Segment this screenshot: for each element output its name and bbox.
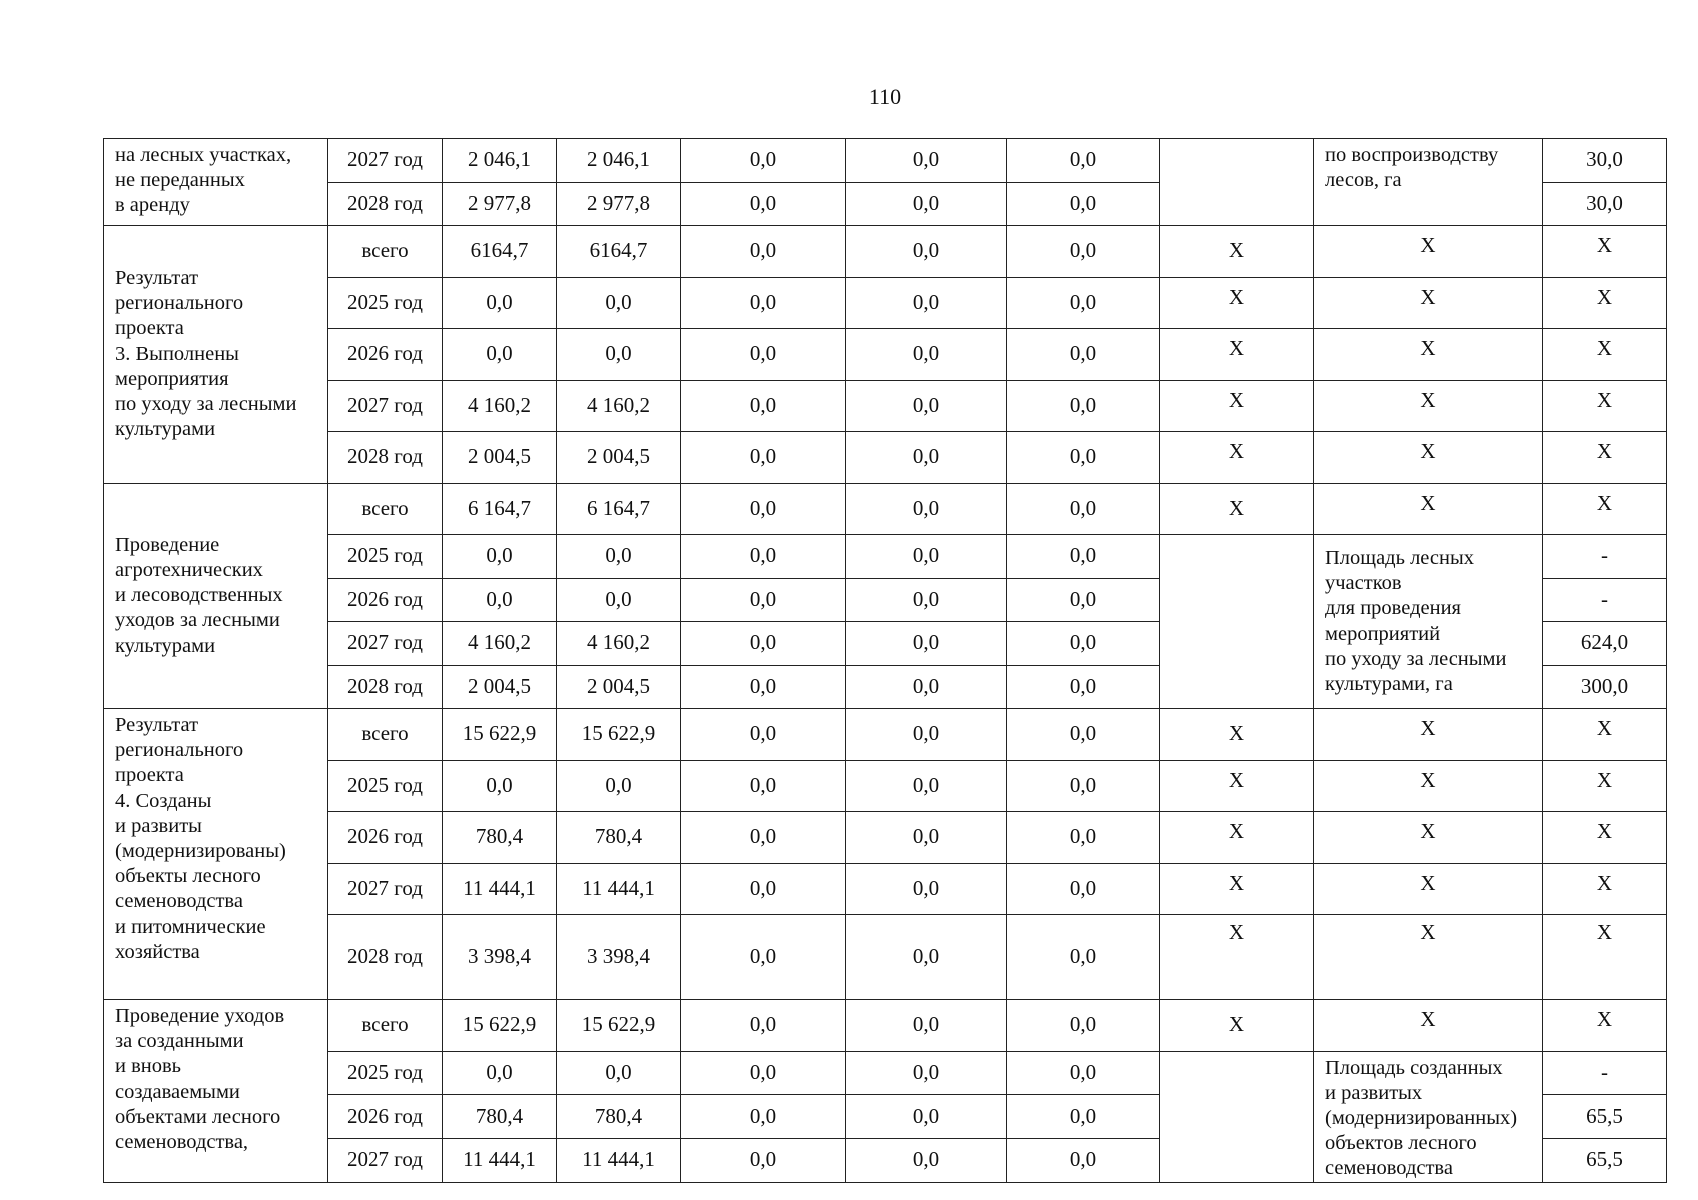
empty-cell xyxy=(1160,535,1314,709)
regional-budget-cell: 2 004,5 xyxy=(557,665,681,709)
x-mark: Х xyxy=(1543,812,1667,864)
empty-cell xyxy=(1160,1051,1314,1182)
row-label-line: Проведение уходов xyxy=(115,1005,285,1027)
extrabudget-cell: 0,0 xyxy=(1007,329,1160,381)
federal-budget-cell: 0,0 xyxy=(681,535,846,579)
indicator-name-line: (модернизированных) xyxy=(1325,1106,1518,1129)
regional-budget-cell: 0,0 xyxy=(557,1051,681,1095)
period-cell: 2027 год xyxy=(328,863,443,915)
x-mark: Х xyxy=(1543,709,1667,761)
extrabudget-cell: 0,0 xyxy=(1007,760,1160,812)
indicator-name-line: мероприятий xyxy=(1325,622,1441,645)
regional-budget-cell: 15 622,9 xyxy=(557,709,681,761)
table-row xyxy=(104,329,1667,381)
federal-budget-cell: 0,0 xyxy=(681,1095,846,1139)
federal-budget-cell: 0,0 xyxy=(681,622,846,666)
table-row xyxy=(104,277,1667,329)
row-label-line: по уходу за лесными xyxy=(115,393,297,416)
total-cell: 0,0 xyxy=(443,760,557,812)
x-mark: Х xyxy=(1543,863,1667,915)
indicator-name-line: участков xyxy=(1325,572,1402,595)
indicator-value: 624,0 xyxy=(1543,622,1667,666)
row-label-line: и развиты xyxy=(115,814,202,837)
x-mark: Х xyxy=(1160,483,1314,535)
x-mark: Х xyxy=(1543,915,1667,1000)
regional-budget-cell: 6164,7 xyxy=(557,226,681,278)
total-cell: 6 164,7 xyxy=(443,483,557,535)
period-cell: 2025 год xyxy=(328,1051,443,1095)
extrabudget-cell: 0,0 xyxy=(1007,432,1160,484)
x-mark: Х xyxy=(1543,432,1667,484)
row-label-line: мероприятия xyxy=(115,367,229,390)
x-mark: Х xyxy=(1314,483,1543,535)
row-label-line: объекты лесного xyxy=(115,865,261,888)
row-label-line: семеноводства, xyxy=(115,1131,249,1154)
federal-budget-cell: 0,0 xyxy=(681,709,846,761)
row-label xyxy=(104,139,328,226)
row-label-line: регионального xyxy=(115,739,244,762)
row-label-line: Результат xyxy=(115,267,199,290)
table-row xyxy=(104,915,1667,1000)
total-cell: 0,0 xyxy=(443,277,557,329)
local-budget-cell: 0,0 xyxy=(846,432,1007,484)
federal-budget-cell: 0,0 xyxy=(681,432,846,484)
federal-budget-cell: 0,0 xyxy=(681,380,846,432)
indicator-value: - xyxy=(1543,535,1667,579)
regional-budget-cell: 0,0 xyxy=(557,578,681,622)
row-label-line: Проведение xyxy=(115,533,220,556)
local-budget-cell: 0,0 xyxy=(846,226,1007,278)
regional-budget-cell: 0,0 xyxy=(557,535,681,579)
row-label-line: и питомнические xyxy=(115,915,266,938)
regional-budget-cell: 780,4 xyxy=(557,1095,681,1139)
federal-budget-cell: 0,0 xyxy=(681,1000,846,1052)
federal-budget-cell: 0,0 xyxy=(681,665,846,709)
extrabudget-cell: 0,0 xyxy=(1007,709,1160,761)
extrabudget-cell: 0,0 xyxy=(1007,1095,1160,1139)
federal-budget-cell: 0,0 xyxy=(681,760,846,812)
x-mark: Х xyxy=(1314,226,1543,278)
row-label-line: хозяйства xyxy=(115,940,200,963)
local-budget-cell: 0,0 xyxy=(846,812,1007,864)
x-mark: Х xyxy=(1160,760,1314,812)
total-cell: 15 622,9 xyxy=(443,709,557,761)
total-cell: 0,0 xyxy=(443,329,557,381)
regional-budget-cell: 0,0 xyxy=(557,329,681,381)
row-label xyxy=(104,709,328,1000)
extrabudget-cell: 0,0 xyxy=(1007,380,1160,432)
row-label-line: Результат xyxy=(115,714,199,736)
total-cell: 780,4 xyxy=(443,812,557,864)
indicator-value: 30,0 xyxy=(1543,139,1667,183)
total-cell: 0,0 xyxy=(443,535,557,579)
indicator-name xyxy=(1314,1051,1543,1182)
table-row xyxy=(104,535,1667,579)
period-cell: 2027 год xyxy=(328,139,443,183)
x-mark: Х xyxy=(1160,432,1314,484)
x-mark: Х xyxy=(1543,760,1667,812)
federal-budget-cell: 0,0 xyxy=(681,277,846,329)
table-row xyxy=(104,760,1667,812)
local-budget-cell: 0,0 xyxy=(846,863,1007,915)
local-budget-cell: 0,0 xyxy=(846,1000,1007,1052)
row-label-line: и вновь xyxy=(115,1055,182,1078)
period-cell: всего xyxy=(328,1000,443,1052)
local-budget-cell: 0,0 xyxy=(846,380,1007,432)
period-cell: 2027 год xyxy=(328,1138,443,1182)
x-mark: Х xyxy=(1314,863,1543,915)
local-budget-cell: 0,0 xyxy=(846,329,1007,381)
total-cell: 2 004,5 xyxy=(443,665,557,709)
extrabudget-cell: 0,0 xyxy=(1007,863,1160,915)
regional-budget-cell: 11 444,1 xyxy=(557,1138,681,1182)
row-label-line: 3. Выполнены xyxy=(115,342,239,365)
indicator-name-line: и развитых xyxy=(1325,1081,1423,1104)
regional-budget-cell: 11 444,1 xyxy=(557,863,681,915)
indicator-value: 300,0 xyxy=(1543,665,1667,709)
period-cell: 2028 год xyxy=(328,432,443,484)
local-budget-cell: 0,0 xyxy=(846,277,1007,329)
local-budget-cell: 0,0 xyxy=(846,535,1007,579)
extrabudget-cell: 0,0 xyxy=(1007,1051,1160,1095)
row-label-line: проекта xyxy=(115,317,184,340)
indicator-name-line: по уходу за лесными xyxy=(1325,647,1507,670)
x-mark: Х xyxy=(1314,1000,1543,1052)
extrabudget-cell: 0,0 xyxy=(1007,578,1160,622)
regional-budget-cell: 3 398,4 xyxy=(557,915,681,1000)
period-cell: всего xyxy=(328,483,443,535)
x-mark: Х xyxy=(1160,277,1314,329)
regional-budget-cell: 6 164,7 xyxy=(557,483,681,535)
table-row xyxy=(104,432,1667,484)
x-mark: Х xyxy=(1314,432,1543,484)
extrabudget-cell: 0,0 xyxy=(1007,226,1160,278)
row-label-line: агротехнических xyxy=(115,558,263,581)
period-cell: 2028 год xyxy=(328,665,443,709)
local-budget-cell: 0,0 xyxy=(846,915,1007,1000)
row-label-line: 4. Созданы xyxy=(115,789,212,812)
x-mark: Х xyxy=(1160,863,1314,915)
local-budget-cell: 0,0 xyxy=(846,665,1007,709)
table-row xyxy=(104,1000,1667,1052)
indicator-value: 30,0 xyxy=(1543,182,1667,226)
indicator-name-line: по воспроизводству xyxy=(1325,144,1499,166)
row-label-line: и лесоводственных xyxy=(115,584,283,607)
local-budget-cell: 0,0 xyxy=(846,709,1007,761)
regional-budget-cell: 780,4 xyxy=(557,812,681,864)
table-row xyxy=(104,1051,1667,1095)
regional-budget-cell: 2 977,8 xyxy=(557,182,681,226)
total-cell: 0,0 xyxy=(443,1051,557,1095)
table-row xyxy=(104,139,1667,183)
table-row xyxy=(104,380,1667,432)
indicator-value: 65,5 xyxy=(1543,1138,1667,1182)
row-label-line: не переданных xyxy=(115,169,245,192)
total-cell: 0,0 xyxy=(443,578,557,622)
x-mark: Х xyxy=(1314,709,1543,761)
period-cell: 2026 год xyxy=(328,578,443,622)
row-label-line: уходов за лесными xyxy=(115,609,280,632)
total-cell: 15 622,9 xyxy=(443,1000,557,1052)
local-budget-cell: 0,0 xyxy=(846,760,1007,812)
regional-budget-cell: 0,0 xyxy=(557,760,681,812)
period-cell: 2027 год xyxy=(328,380,443,432)
federal-budget-cell: 0,0 xyxy=(681,915,846,1000)
local-budget-cell: 0,0 xyxy=(846,483,1007,535)
total-cell: 4 160,2 xyxy=(443,380,557,432)
local-budget-cell: 0,0 xyxy=(846,182,1007,226)
extrabudget-cell: 0,0 xyxy=(1007,535,1160,579)
x-mark: Х xyxy=(1543,380,1667,432)
table-row xyxy=(104,709,1667,761)
federal-budget-cell: 0,0 xyxy=(681,483,846,535)
indicator-value: - xyxy=(1543,1051,1667,1095)
federal-budget-cell: 0,0 xyxy=(681,329,846,381)
local-budget-cell: 0,0 xyxy=(846,622,1007,666)
row-label-line: проекта xyxy=(115,764,184,787)
regional-budget-cell: 4 160,2 xyxy=(557,380,681,432)
table-row xyxy=(104,812,1667,864)
local-budget-cell: 0,0 xyxy=(846,1051,1007,1095)
indicator-name-line: лесов, га xyxy=(1325,169,1402,192)
period-cell: 2025 год xyxy=(328,760,443,812)
x-mark: Х xyxy=(1160,380,1314,432)
total-cell: 11 444,1 xyxy=(443,1138,557,1182)
period-cell: 2026 год xyxy=(328,812,443,864)
row-label xyxy=(104,226,328,484)
x-mark: Х xyxy=(1543,483,1667,535)
row-label-line: регионального xyxy=(115,292,244,315)
empty-cell xyxy=(1160,139,1314,226)
x-mark: Х xyxy=(1314,329,1543,381)
total-cell: 4 160,2 xyxy=(443,622,557,666)
federal-budget-cell: 0,0 xyxy=(681,1051,846,1095)
row-label-line: семеноводства xyxy=(115,890,243,913)
x-mark: Х xyxy=(1543,226,1667,278)
x-mark: Х xyxy=(1543,329,1667,381)
extrabudget-cell: 0,0 xyxy=(1007,812,1160,864)
x-mark: Х xyxy=(1314,812,1543,864)
x-mark: Х xyxy=(1314,380,1543,432)
total-cell: 780,4 xyxy=(443,1095,557,1139)
indicator-name-line: культурами, га xyxy=(1325,672,1453,695)
period-cell: 2028 год xyxy=(328,915,443,1000)
regional-budget-cell: 0,0 xyxy=(557,277,681,329)
federal-budget-cell: 0,0 xyxy=(681,863,846,915)
regional-budget-cell: 2 046,1 xyxy=(557,139,681,183)
period-cell: 2025 год xyxy=(328,277,443,329)
federal-budget-cell: 0,0 xyxy=(681,139,846,183)
total-cell: 2 977,8 xyxy=(443,182,557,226)
total-cell: 11 444,1 xyxy=(443,863,557,915)
period-cell: 2026 год xyxy=(328,1095,443,1139)
x-mark: Х xyxy=(1160,915,1314,1000)
period-cell: 2026 год xyxy=(328,329,443,381)
total-cell: 2 004,5 xyxy=(443,432,557,484)
indicator-value: 65,5 xyxy=(1543,1095,1667,1139)
indicator-name-line: для проведения xyxy=(1325,597,1461,620)
extrabudget-cell: 0,0 xyxy=(1007,1000,1160,1052)
budget-table xyxy=(103,138,1667,1183)
regional-budget-cell: 15 622,9 xyxy=(557,1000,681,1052)
row-label-line: культурами xyxy=(115,634,216,657)
x-mark: Х xyxy=(1160,329,1314,381)
federal-budget-cell: 0,0 xyxy=(681,1138,846,1182)
regional-budget-cell: 4 160,2 xyxy=(557,622,681,666)
table-row xyxy=(104,863,1667,915)
local-budget-cell: 0,0 xyxy=(846,139,1007,183)
indicator-name-line: Площадь созданных xyxy=(1325,1056,1503,1079)
x-mark: Х xyxy=(1160,226,1314,278)
row-label-line: на лесных участках, xyxy=(115,144,292,166)
indicator-name-line: Площадь лесных xyxy=(1325,546,1475,569)
period-cell: всего xyxy=(328,709,443,761)
indicator-name xyxy=(1314,139,1543,226)
federal-budget-cell: 0,0 xyxy=(681,226,846,278)
extrabudget-cell: 0,0 xyxy=(1007,182,1160,226)
table-row xyxy=(104,483,1667,535)
total-cell: 2 046,1 xyxy=(443,139,557,183)
indicator-value: - xyxy=(1543,578,1667,622)
indicator-name-line: семеноводства xyxy=(1325,1157,1453,1180)
total-cell: 6164,7 xyxy=(443,226,557,278)
indicator-name-line: объектов лесного xyxy=(1325,1132,1477,1155)
extrabudget-cell: 0,0 xyxy=(1007,915,1160,1000)
extrabudget-cell: 0,0 xyxy=(1007,665,1160,709)
x-mark: Х xyxy=(1543,277,1667,329)
row-label-line: создаваемыми xyxy=(115,1080,240,1103)
row-label-line: объектами лесного xyxy=(115,1105,281,1128)
x-mark: Х xyxy=(1160,812,1314,864)
federal-budget-cell: 0,0 xyxy=(681,578,846,622)
table-row xyxy=(104,226,1667,278)
local-budget-cell: 0,0 xyxy=(846,578,1007,622)
x-mark: Х xyxy=(1543,1000,1667,1052)
x-mark: Х xyxy=(1314,277,1543,329)
period-cell: 2025 год xyxy=(328,535,443,579)
total-cell: 3 398,4 xyxy=(443,915,557,1000)
extrabudget-cell: 0,0 xyxy=(1007,483,1160,535)
extrabudget-cell: 0,0 xyxy=(1007,139,1160,183)
indicator-name xyxy=(1314,535,1543,709)
regional-budget-cell: 2 004,5 xyxy=(557,432,681,484)
local-budget-cell: 0,0 xyxy=(846,1095,1007,1139)
row-label-line: в аренду xyxy=(115,194,190,217)
row-label-line: культурами xyxy=(115,418,216,441)
x-mark: Х xyxy=(1160,1000,1314,1052)
row-label xyxy=(104,1000,328,1183)
x-mark: Х xyxy=(1314,915,1543,1000)
row-label xyxy=(104,483,328,709)
period-cell: всего xyxy=(328,226,443,278)
federal-budget-cell: 0,0 xyxy=(681,812,846,864)
period-cell: 2027 год xyxy=(328,622,443,666)
local-budget-cell: 0,0 xyxy=(846,1138,1007,1182)
row-label-line: (модернизированы) xyxy=(115,840,286,863)
page-number: 110 xyxy=(868,84,902,109)
extrabudget-cell: 0,0 xyxy=(1007,1138,1160,1182)
row-label-line: за созданными xyxy=(115,1030,244,1053)
extrabudget-cell: 0,0 xyxy=(1007,622,1160,666)
x-mark: Х xyxy=(1314,760,1543,812)
period-cell: 2028 год xyxy=(328,182,443,226)
x-mark: Х xyxy=(1160,709,1314,761)
federal-budget-cell: 0,0 xyxy=(681,182,846,226)
extrabudget-cell: 0,0 xyxy=(1007,277,1160,329)
